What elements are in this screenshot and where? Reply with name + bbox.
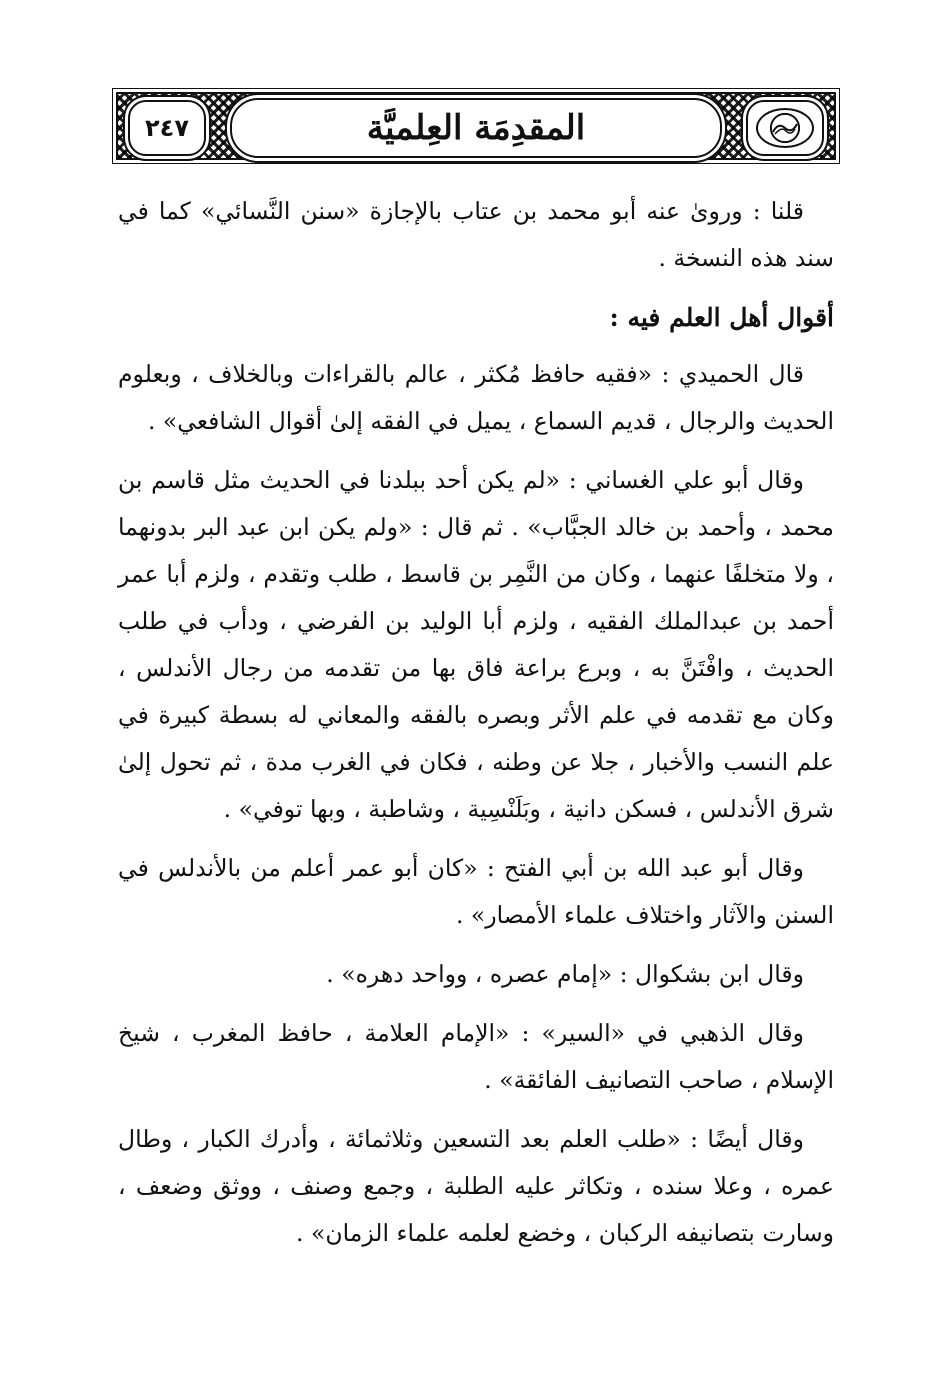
chapter-title: المقدِمَة العِلميَّة [366, 108, 586, 148]
paragraph-1: قلنا : وروىٰ عنه أبو محمد بن عتاب بالإجازة «سنن النَّسائي» كما في سند هذه النسخة . [118, 197, 834, 272]
paragraph-2: قال الحميدي : «فقيه حافظ مُكثر ، عالم بالقراءات وبالخلاف ، وبعلوم الحديث والرجال ، قديم السماع ، يميل في الفقه إلىٰ أقوال الشافعي» . [118, 360, 834, 435]
paragraph-7: وقال أيضًا : «طلب العلم بعد التسعين وثلاثمائة ، وأدرك الكبار ، وطال عمره ، وعلا سنده ، وتكاثر عليه الطلبة ، وجمع وصنف ، ووثق وضعف ، وسارت بتصانيفه الركبان ، وخضع لعلمه علماء الزمان» . [118, 1125, 834, 1247]
paragraph-4: وقال أبو عبد الله بن أبي الفتح : «كان أبو عمر أعلم من بالأندلس في السنن والآثار واختلاف علماء الأمصار» . [118, 854, 834, 929]
page-number: ٢٤٧ [145, 114, 189, 142]
paragraph-6: وقال الذهبي في «السير» : «الإمام العلامة ، حافظ المغرب ، شيخ الإسلام ، صاحب التصانيف الفائقة» . [118, 1019, 834, 1094]
paragraph-3: وقال أبو علي الغساني : «لم يكن أحد ببلدنا في الحديث مثل قاسم بن محمد ، وأحمد بن خالد الجبَّاب» . ثم قال : «ولم يكن ابن عبد البر بدونهما ، ولا متخلفًا عنهما ، وكان من النَّمِر بن قاسط ، طلب وتقدم ، ولزم أبا عمر أحمد بن عبدالملك الفقيه ، ولزم أبا الوليد بن الفرضي ، ودأب في طلب الحديث ، وافْتَنَّ به ، وبرع براعة فاق بها من تقدمه من رجال الأندلس ، وكان مع تقدمه في علم الأثر وبصره بالفقه والمعاني له بسطة كبيرة في علم النسب والأخبار ، جلا عن وطنه ، فكان في الغرب مدة ، ثم تحول إلىٰ شرق الأندلس ، فسكن دانية ، وبَلَنْسِية ، وشاطبة ، وبها توفي» . [118, 466, 834, 823]
paragraph-5: وقال ابن بشكوال : «إمام عصره ، وواحد دهره» . [326, 960, 804, 988]
section-heading: أقوال أهل العلم فيه : [609, 303, 834, 332]
chapter-title-cartouche [230, 98, 722, 158]
page-body [118, 188, 834, 1269]
publisher-emblem-icon [756, 108, 814, 148]
publisher-emblem-medallion [746, 100, 824, 156]
page-header-ornament [116, 92, 836, 160]
page-number-medallion [128, 100, 206, 156]
